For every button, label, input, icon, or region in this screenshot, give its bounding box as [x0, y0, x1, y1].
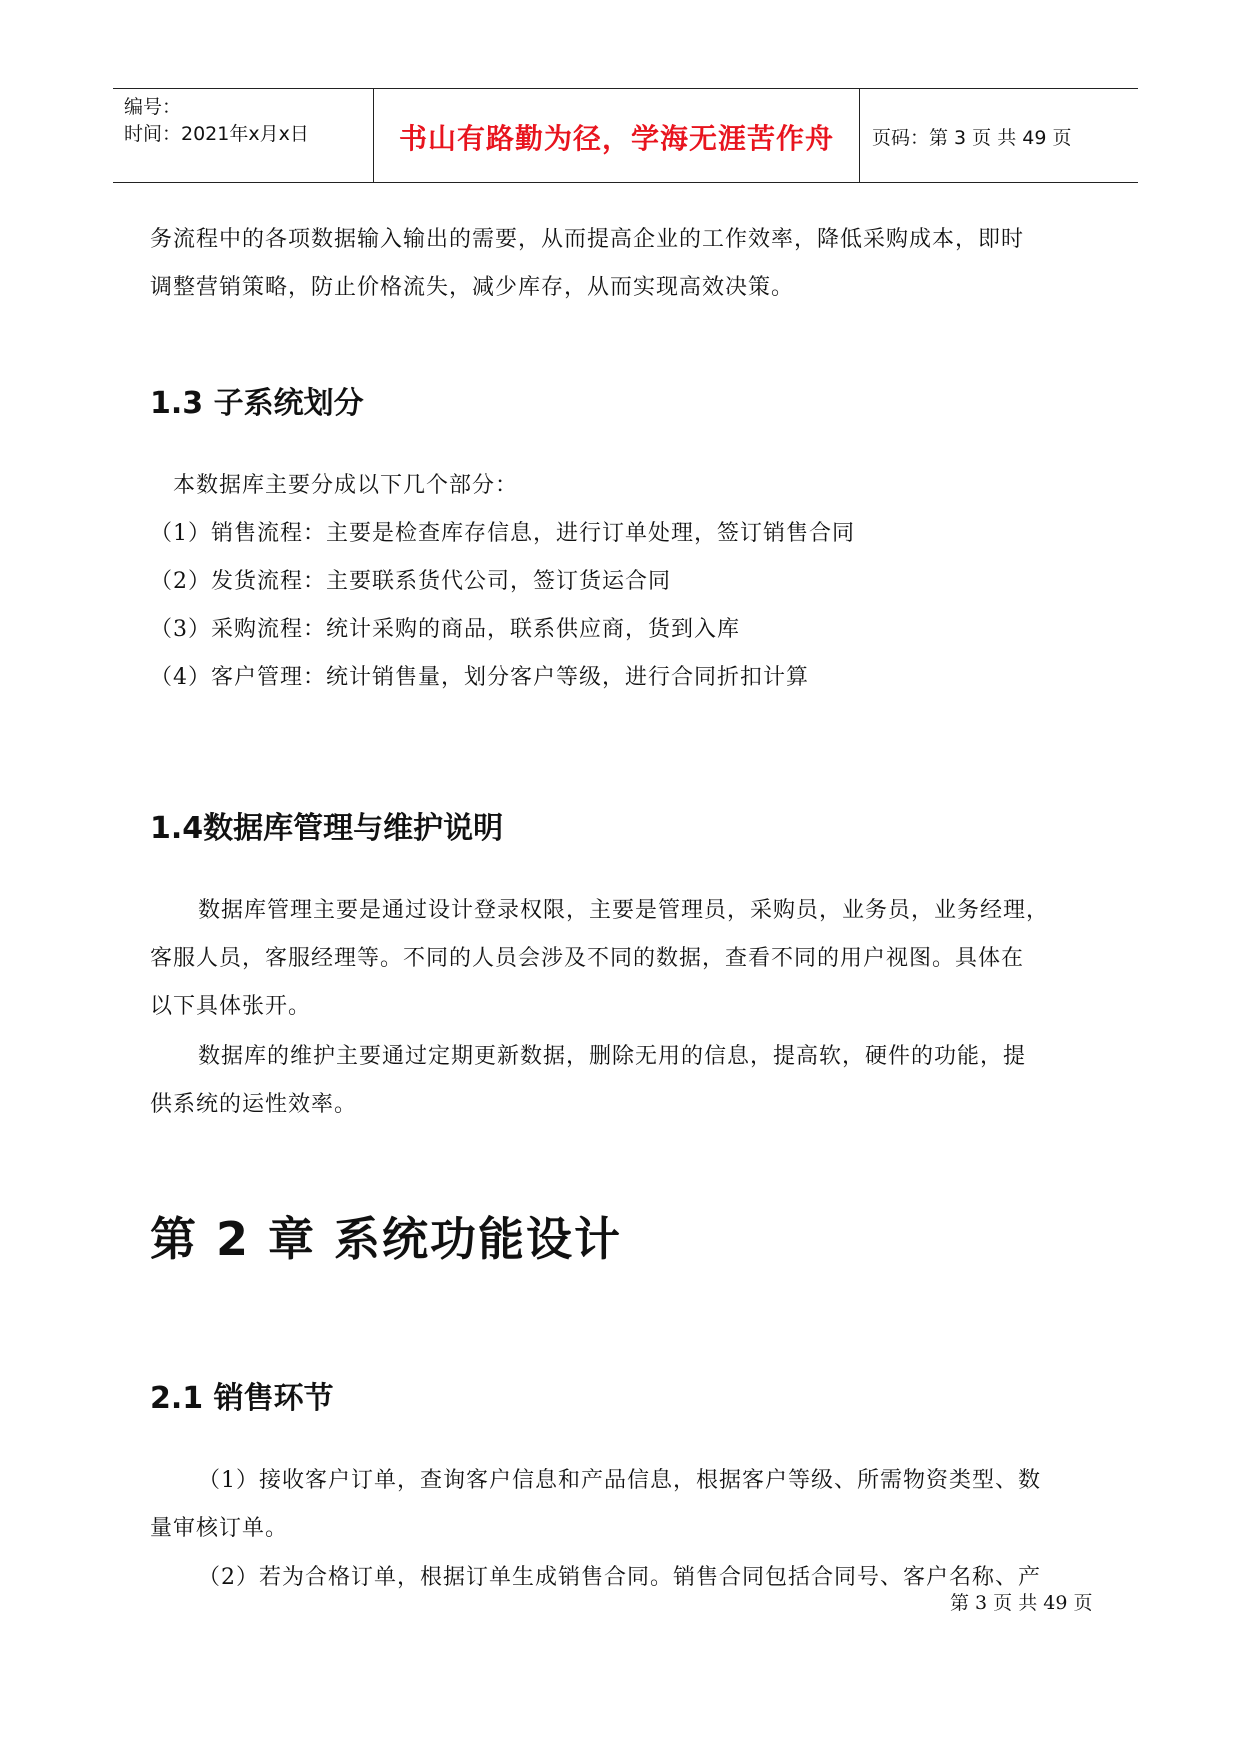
- section-heading: 1.4数据库管理与维护说明: [150, 811, 504, 846]
- paragraph-line: 调整营销策略，防止价格流失，减少库存，从而实现高效决策。: [150, 275, 795, 300]
- paragraph-line: （2）若为合格订单，根据订单生成销售合同。销售合同包括合同号、客户名称、产: [198, 1565, 1041, 1590]
- page-footer: 第 3 页 共 49 页: [950, 1592, 1093, 1614]
- paragraph-line: 客服人员，客服经理等。不同的人员会涉及不同的数据，查看不同的用户视图。具体在: [150, 946, 1025, 971]
- list-item: （1）销售流程：主要是检查库存信息，进行订单处理，签订销售合同: [150, 521, 855, 546]
- paragraph-line: 供系统的运性效率。: [150, 1092, 358, 1117]
- header-right-cell: [860, 89, 1138, 182]
- list-item: （4）客户管理：统计销售量，划分客户等级，进行合同折扣计算: [150, 665, 809, 690]
- section-heading: 2.1 销售环节: [150, 1381, 334, 1416]
- paragraph-line: 务流程中的各项数据输入输出的需要，从而提高企业的工作效率，降低采购成本，即时: [150, 227, 1025, 252]
- paragraph-line: 量审核订单。: [150, 1516, 289, 1541]
- list-item: （2）发货流程：主要联系货代公司，签订货运合同: [150, 569, 671, 594]
- motto: 书山有路勤为径，学海无涯苦作舟: [398, 122, 834, 155]
- paragraph-line: （1）接收客户订单，查询客户信息和产品信息，根据客户等级、所需物资类型、数: [198, 1468, 1041, 1493]
- header-center-cell: [373, 89, 860, 182]
- page-info: 页码：第 3 页 共 49 页: [872, 127, 1072, 149]
- paragraph-line: 数据库管理主要是通过设计登录权限，主要是管理员，采购员，业务员，业务经理，: [198, 898, 1050, 923]
- time-label: 时间：2021年x月x日: [124, 123, 309, 145]
- number-label: 编号：: [124, 96, 182, 118]
- paragraph-line: 数据库的维护主要通过定期更新数据，删除无用的信息，提高软，硬件的功能，提: [198, 1044, 1027, 1069]
- header-left-cell: [113, 89, 373, 182]
- chapter-heading: 第 2 章 系统功能设计: [150, 1212, 623, 1266]
- section-heading: 1.3 子系统划分: [150, 386, 364, 421]
- paragraph-line: 本数据库主要分成以下几个部分：: [173, 473, 519, 498]
- page-header: [113, 88, 1138, 183]
- list-item: （3）采购流程：统计采购的商品，联系供应商，货到入库: [150, 617, 740, 642]
- paragraph-line: 以下具体张开。: [150, 994, 312, 1019]
